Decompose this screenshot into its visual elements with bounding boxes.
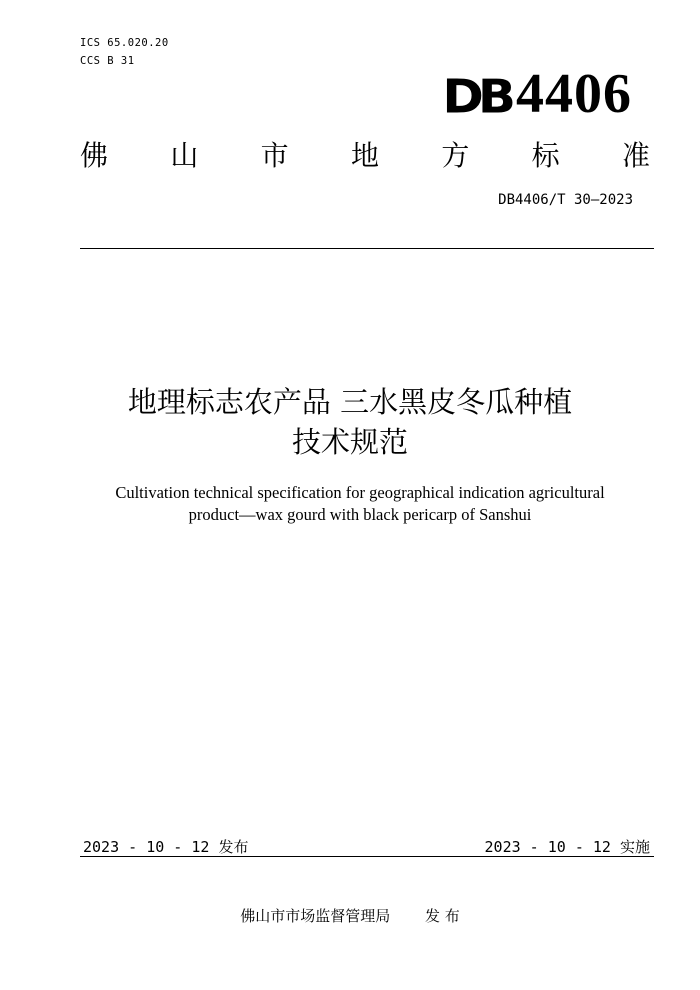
standard-type-char: 地 (350, 139, 379, 172)
issuer (0, 905, 700, 926)
db-logo (442, 63, 632, 125)
standard-type-char: 准 (621, 139, 650, 172)
chinese-title-line: 地理标志农产品 三水黑皮冬瓜种植 (127, 385, 573, 419)
standard-type-char: 标 (531, 139, 560, 172)
standard-type-char: 市 (260, 139, 289, 172)
standard-type-char: 佛 (80, 139, 109, 172)
english-title-line: product—wax gourd with black pericarp of Sanshui (188, 505, 532, 524)
standard-type (80, 134, 650, 174)
chinese-title (0, 382, 700, 462)
issuer-name: 佛山市市场监督管理局 (240, 907, 391, 925)
english-title-line: Cultivation technical specification for geographical indication agricultural (115, 483, 605, 502)
ccs-code: CCS B 31 (80, 55, 135, 67)
standard-code: DB4406/T 30—2023 (498, 192, 633, 208)
bottom-divider (80, 856, 654, 857)
issuer-action: 发 布 (425, 907, 460, 925)
db-prefix: DB (442, 70, 510, 124)
standard-type-char: 方 (441, 139, 470, 172)
english-title (100, 482, 620, 526)
chinese-title-line: 技术规范 (291, 425, 408, 459)
implementation-date: 2023 - 10 - 12 实施 (484, 838, 650, 856)
db-number: 4406 (516, 63, 632, 125)
ics-code: ICS 65.020.20 (80, 37, 169, 49)
release-date: 2023 - 10 - 12 发布 (83, 838, 249, 856)
standard-type-char: 山 (170, 139, 199, 172)
top-divider (80, 248, 654, 249)
